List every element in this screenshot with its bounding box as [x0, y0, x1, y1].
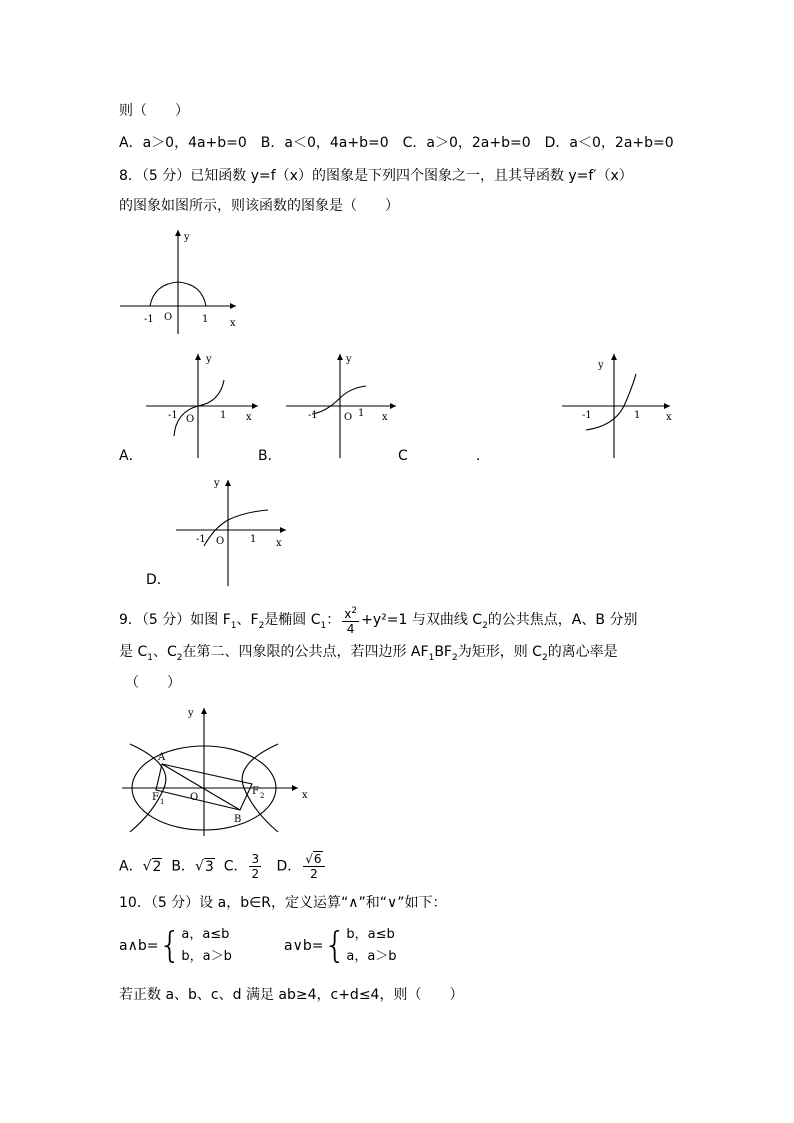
q8-tick-neg1: -1 [144, 314, 154, 325]
svg-text:x: x [302, 790, 308, 801]
q10-stem-line1: 10．（5 分）设 a，b∈R，定义运算“∧”和“∨”如下： [119, 895, 447, 911]
q8-stem-line2: 的图象如图所示，则该函数的图象是（ ） [119, 198, 399, 214]
q10-stem-line3: 若正数 a、b、c、d 满足 ab≥4，c+d≤4，则（ ） [119, 987, 464, 1003]
svg-text:1: 1 [160, 798, 165, 806]
q8-stem-line1: 8．（5 分）已知函数 y=f（x）的图象是下列四个图象之一，且其导函数 y=f′（x） [119, 168, 633, 184]
q8-y-label: y [184, 232, 190, 243]
svg-text:O: O [186, 414, 195, 425]
svg-text:-1: -1 [196, 534, 206, 545]
svg-text:1: 1 [634, 410, 641, 421]
svg-text:y: y [214, 478, 220, 489]
q8-option-d-graph [174, 476, 304, 588]
q8-option-a-label: A． [119, 448, 143, 464]
svg-text:x: x [382, 412, 388, 423]
svg-text:y: y [206, 354, 212, 365]
q8-option-c-dot: ． [476, 448, 490, 464]
q8-option-b-label: B． [258, 448, 282, 464]
svg-text:-1: -1 [308, 410, 318, 421]
q8-option-b-graph [286, 350, 406, 460]
q9-stem-line3: （ ） [125, 675, 181, 691]
q9-stem-line2: 是 $C_1$、$C_2$在第二、四象限的公共点，若四边形 $AF_1BF_2$为矩形，则 $C_2$的离心率是 [119, 644, 618, 663]
svg-text:y: y [188, 708, 194, 719]
svg-text:1: 1 [250, 534, 257, 545]
q8-origin: O [164, 312, 173, 323]
q10-and-definition: a∧b={a，a≤b b，a＞b [119, 925, 232, 966]
q8-option-c-label: C [398, 448, 408, 464]
svg-text:y: y [598, 360, 604, 371]
q7-options: A．a＞0，4a+b=0 B．a＜0，4a+b=0 C．a＞0，2a+b=0 D．a＜0，2a+b=0 [119, 135, 674, 151]
q9-ellipse-hyperbola-figure [122, 704, 322, 839]
q8-x-label: x [230, 318, 236, 329]
svg-text:x: x [666, 412, 672, 423]
q8-option-a-graph [146, 350, 266, 460]
svg-text:F: F [252, 786, 259, 797]
q8-option-c-graph [562, 350, 682, 460]
svg-text:x: x [276, 538, 282, 549]
svg-text:-1: -1 [168, 410, 178, 421]
q8-tick-1: 1 [202, 314, 209, 325]
svg-text:-1: -1 [582, 410, 592, 421]
q9-options: A．√2 B．√3 C． $\frac{3}{2}$ D． $\frac{√6}{2}$ [119, 852, 327, 881]
q7-tail: 则（ ） [119, 103, 189, 119]
svg-text:O: O [190, 792, 199, 803]
q10-or-definition: a∨b={b，a≤b a，a＞b [284, 925, 397, 966]
q9-stem-line1: 9．（5 分）如图 $F_1$、$F_2$是椭圆 $C_1$： $\frac{x^2}{4}$ +y²=1 与双曲线 $C_2$的公共焦点，A、B 分别 [119, 606, 638, 636]
svg-text:1: 1 [358, 408, 365, 419]
q9-ellipse-fraction: $\frac{x^2}{4}$ [344, 606, 358, 636]
svg-text:B: B [234, 814, 242, 825]
q8-derivative-graph [118, 226, 248, 336]
svg-text:O: O [344, 412, 353, 423]
svg-text:O: O [216, 536, 225, 547]
svg-text:A: A [158, 752, 166, 763]
svg-text:2: 2 [260, 792, 265, 800]
q8-option-d-label: D． [146, 572, 171, 588]
svg-text:1: 1 [220, 410, 227, 421]
svg-text:x: x [246, 412, 252, 423]
svg-text:F: F [152, 792, 159, 803]
svg-text:y: y [346, 354, 352, 365]
